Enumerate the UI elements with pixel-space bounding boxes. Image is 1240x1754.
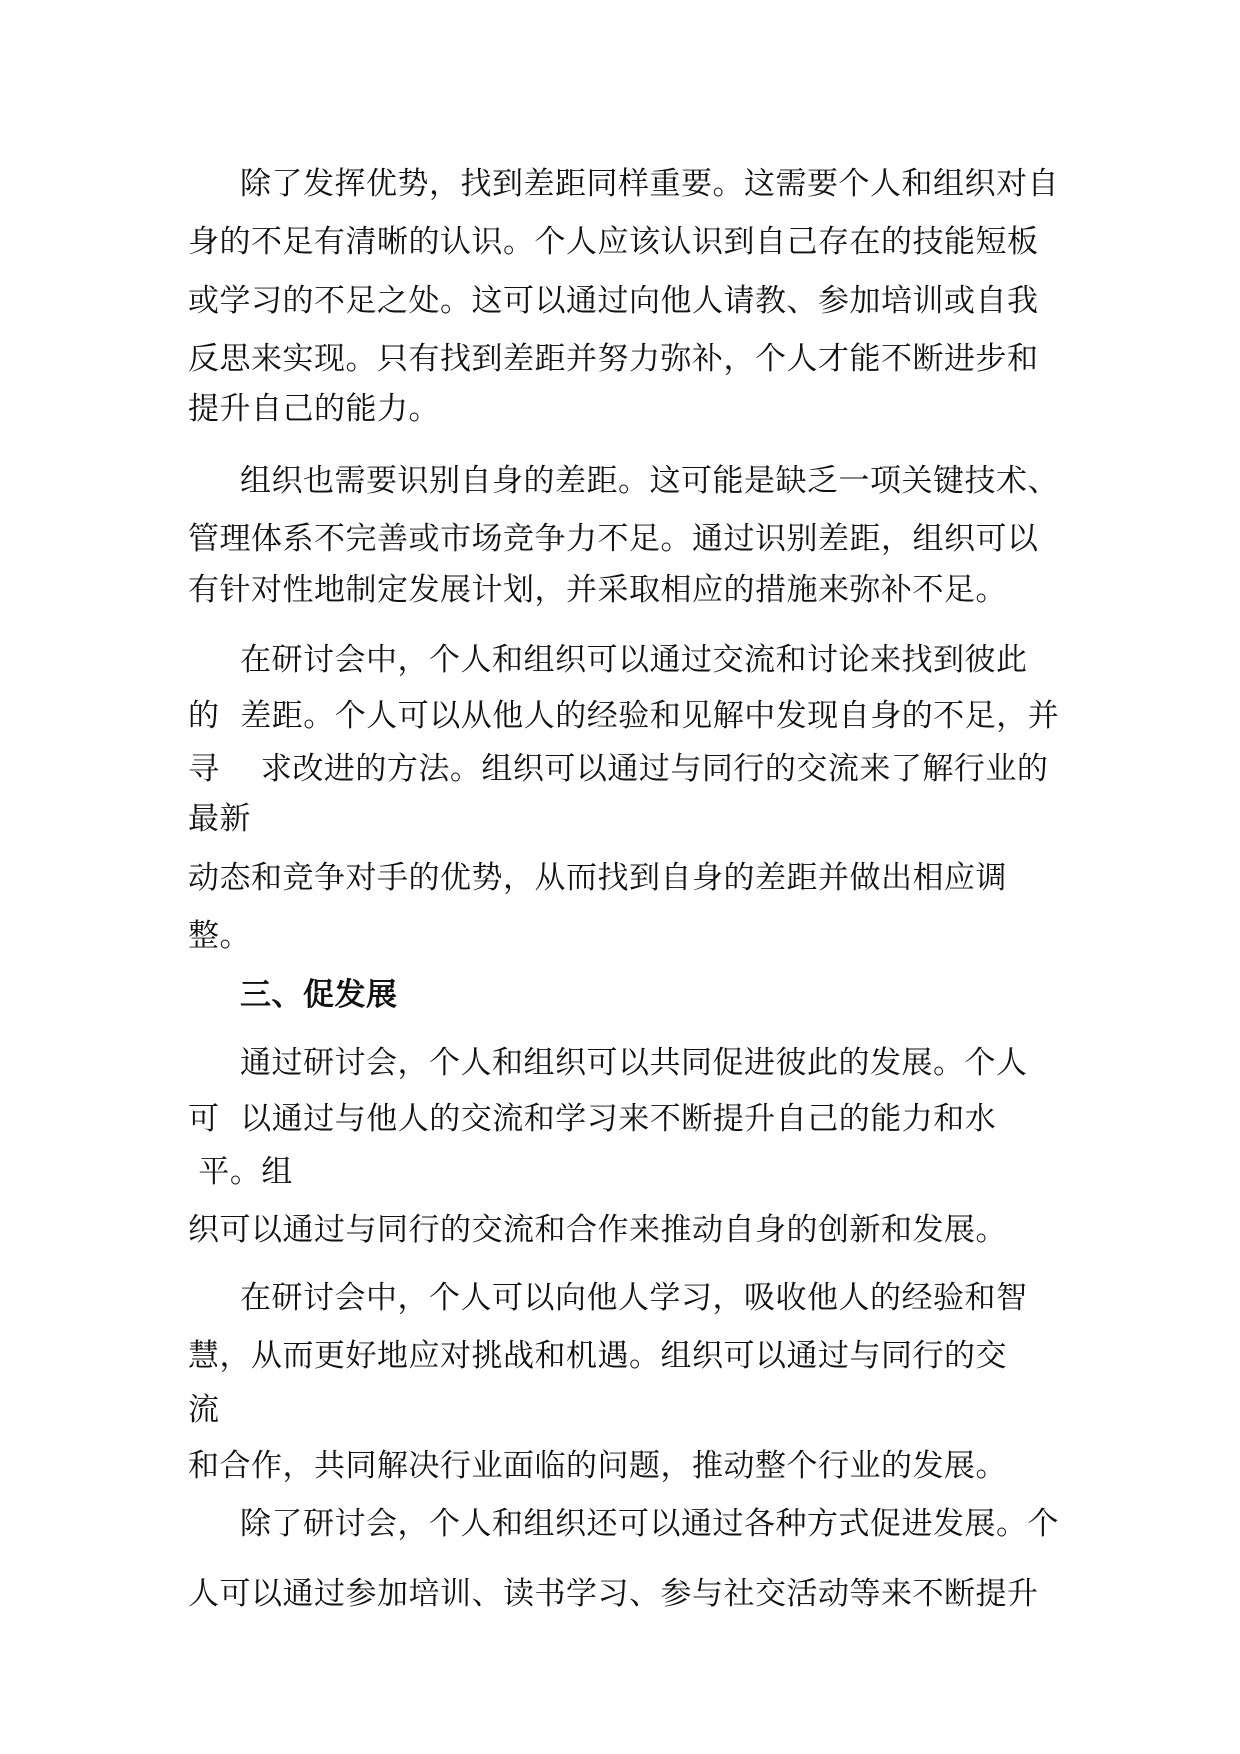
paragraph-5-line-1: 在研讨会中，个人可以向他人学习，吸收他人的经验和智 (240, 1280, 1028, 1316)
paragraph-2-line-2: 管理体系不完善或市场竞争力不足。通过识别差距，组织可以 (188, 521, 1039, 557)
paragraph-1-line-5: 提升自己的能力。 (188, 391, 440, 427)
paragraph-1-line-4: 反思来实现。只有找到差距并努力弥补，个人才能不断进步和 (188, 341, 1039, 377)
paragraph-4-line-3: 平。组 (188, 1154, 293, 1190)
paragraph-3-line-3: 寻 求改进的方法。组织可以通过与同行的交流来了解行业的 (188, 751, 1049, 787)
paragraph-3-line-4: 最新 (188, 801, 251, 837)
paragraph-4-line-2: 可 以通过与他人的交流和学习来不断提升自己的能力和水 (188, 1101, 997, 1137)
paragraph-3-line-6: 整。 (188, 918, 251, 954)
paragraph-1-line-1: 除了发挥优势，找到差距同样重要。这需要个人和组织对自 (240, 166, 1059, 202)
paragraph-2-line-3: 有针对性地制定发展计划，并采取相应的措施来弥补不足。 (188, 572, 1007, 608)
paragraph-1-line-2: 身的不足有清晰的认识。个人应该认识到自己存在的技能短板 (188, 224, 1039, 260)
paragraph-3-line-5: 动态和竞争对手的优势，从而找到自身的差距并做出相应调 (188, 860, 1007, 896)
paragraph-4-line-1: 通过研讨会，个人和组织可以共同促进彼此的发展。个人 (240, 1045, 1028, 1081)
paragraph-2-line-1: 组织也需要识别自身的差距。这可能是缺乏一项关键技术、 (240, 463, 1059, 499)
paragraph-6-line-1: 除了研讨会，个人和组织还可以通过各种方式促进发展。个 (240, 1506, 1059, 1542)
section-heading: 三、促发展 (240, 977, 398, 1013)
paragraph-5-line-2: 慧，从而更好地应对挑战和机遇。组织可以通过与同行的交 (188, 1338, 1007, 1374)
paragraph-6-line-2: 人可以通过参加培训、读书学习、参与社交活动等来不断提升 (188, 1576, 1039, 1612)
paragraph-4-line-4: 织可以通过与同行的交流和合作来推动自身的创新和发展。 (188, 1212, 1007, 1248)
paragraph-3-line-1: 在研讨会中，个人和组织可以通过交流和讨论来找到彼此 (240, 642, 1028, 678)
paragraph-1-line-3: 或学习的不足之处。这可以通过向他人请教、参加培训或自我 (188, 283, 1039, 319)
paragraph-5-line-3: 流 (188, 1392, 220, 1428)
paragraph-5-line-4: 和合作，共同解决行业面临的问题，推动整个行业的发展。 (188, 1448, 1007, 1484)
paragraph-3-line-2: 的 差距。个人可以从他人的经验和见解中发现自身的不足，并 (188, 698, 1060, 734)
